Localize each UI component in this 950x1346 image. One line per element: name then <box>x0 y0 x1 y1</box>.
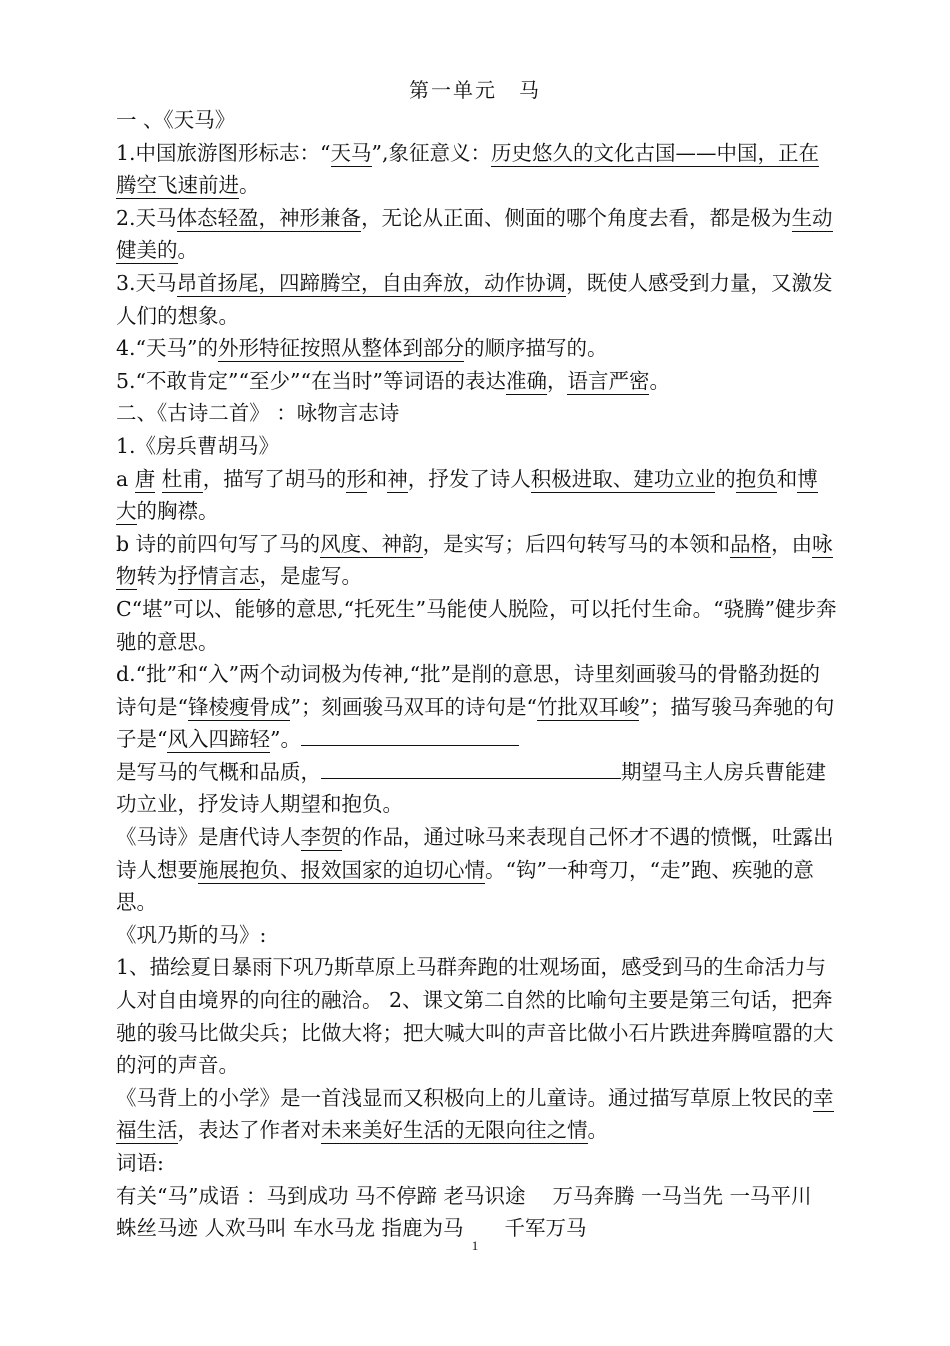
answer-underline: 形 <box>346 466 367 491</box>
lesson-heading-gongnaisi: 《巩乃斯的马》: <box>116 922 267 947</box>
text: 的顺序描写的。 <box>464 336 608 361</box>
answer-underline: 风入四蹄轻 <box>167 727 270 752</box>
poem-note-b <box>116 528 838 593</box>
answer-underline: 天马 <box>330 140 372 165</box>
answer-underline: 施展抱负、报效国家的迫切心情 <box>198 857 485 882</box>
text: 是写马的气概和品质， <box>116 759 321 784</box>
text: 。“钩”一种弯刀，“走”跑、疾驰的意思。 <box>116 857 814 915</box>
text: ，是虚写。 <box>259 564 362 589</box>
poem-heading-fangbingcao: 1.《房兵曹胡马》 <box>116 433 280 458</box>
text: 5.“不敢肯定”“至少”“在当时”等词语的表达 <box>116 368 506 393</box>
poem-mashi <box>116 821 838 919</box>
text: 期望马主人房兵曹能建功立业，抒发诗人期望和抱负。 <box>116 759 826 817</box>
item-2 <box>116 202 838 267</box>
section-heading-tianma: 一 、《天马》 <box>116 108 236 132</box>
text: d.“批”和“入”两个动词极为传神,“批”是削的意思，诗里刻画骏马的骨骼劲挺的诗句是“ <box>116 662 821 719</box>
text: 和 <box>776 466 798 491</box>
text: 的 <box>715 466 736 491</box>
text: b 诗的前四句写了马的 <box>116 531 321 556</box>
answer-underline: 杜甫 <box>161 466 203 491</box>
item-4 <box>116 332 838 365</box>
text: 《马诗》是唐代诗人 <box>116 825 301 850</box>
vocab-heading: 词语: <box>116 1151 164 1175</box>
vocab-idioms: 有关“马”成语 ：马到成功 马不停蹄 老马识途 万马奔腾 一马当先 一马平川 蛛丝马迹 人欢马叫 车水马龙 指鹿为马 千军万马 <box>116 1183 839 1241</box>
item-3 <box>116 267 838 332</box>
text: 。 <box>649 368 670 393</box>
answer-underline: 幸福生活 <box>116 1085 834 1143</box>
answer-underline: 风度、神韵 <box>320 531 423 556</box>
poem-note-a <box>116 463 838 528</box>
item-5 <box>116 365 838 398</box>
text: ，由 <box>771 531 813 556</box>
answer-underline: 生动健美的 <box>116 205 833 263</box>
poem-note-d <box>116 658 838 756</box>
answer-underline: 博大 <box>116 466 818 524</box>
text: 。 <box>587 1118 608 1143</box>
text: ， <box>546 368 568 393</box>
answer-underline: 抒情言志 <box>177 564 260 589</box>
answer-underline: 竹批双耳峻 <box>536 694 640 719</box>
text: 。 <box>177 238 198 263</box>
fill-blank <box>321 756 621 779</box>
text: ，抒发了诗人 <box>407 466 531 491</box>
text: ，无论从正面、侧面的哪个角度去看，都是极为 <box>361 205 792 230</box>
poem-note-e <box>116 756 838 821</box>
page-number: 1 <box>471 1238 479 1253</box>
text: 2.天马 <box>116 205 177 230</box>
text: ”,象征意义： <box>371 140 492 165</box>
text: 。 <box>239 173 260 198</box>
answer-underline: 咏物 <box>116 531 833 589</box>
text: 1.中国旅游图形标志：“ <box>116 140 331 165</box>
text <box>155 467 162 491</box>
text: 的作品，通过咏马来表现自己怀才不遇的愤慨，吐露出诗人想要 <box>116 825 834 882</box>
text: 的胸襟。 <box>136 499 219 524</box>
text: ”；描写骏马奔驰的句子是“ <box>116 694 835 752</box>
answer-underline: 品格 <box>730 531 772 556</box>
section-heading-poems: 二、《古诗二首》 ：咏物言志诗 <box>116 401 400 426</box>
text: 4.“天马”的 <box>116 336 219 361</box>
page-title: 第一单元 马 <box>409 78 541 102</box>
fill-blank <box>301 723 519 746</box>
text: a <box>116 466 135 491</box>
text: 3.天马 <box>116 270 177 295</box>
answer-underline: 唐 <box>134 466 156 491</box>
answer-underline: 未来美好生活的无限向往之情 <box>321 1118 588 1143</box>
answer-underline: 准确 <box>505 368 547 393</box>
answer-underline: 神 <box>387 466 408 491</box>
lesson-mabei <box>116 1082 838 1147</box>
answer-underline: 抱负 <box>735 466 777 491</box>
answer-underline: 锋棱瘦骨成 <box>187 694 291 719</box>
text: 转为 <box>136 564 178 589</box>
answer-underline: 外形特征按照从整体到部分 <box>218 336 465 361</box>
text: ，是实写；后四句转写马的本领和 <box>422 531 731 556</box>
answer-underline: 语言严密 <box>567 368 650 393</box>
answer-underline: 昂首扬尾，四蹄腾空，自由奔放，动作协调 <box>176 270 567 295</box>
answer-underline: 李贺 <box>300 825 342 850</box>
poem-note-c: C“堪”可以、能够的意思,“托死生”马能使人脱险，可以托付生命。“骁腾”健步奔驰的意思。 <box>116 596 837 654</box>
text: ，描写了胡马的 <box>202 466 347 491</box>
answer-underline: 历史悠久的文化古国——中国，正在腾空飞速前进 <box>116 140 820 198</box>
text: ，表达了作者对 <box>177 1118 321 1143</box>
text: 《马背上的小学》是一首浅显而又积极向上的儿童诗。通过描写草原上牧民的 <box>116 1085 813 1110</box>
lesson-notes-gongnaisi: 1、描绘夏日暴雨下巩乃斯草原上马群奔跑的壮观场面，感受到马的生命活力与人对自由境界的向往的融洽。 2、课文第二自然的比喻句主要是第三句话，把奔驰的骏马比做尖兵；比做大将；把大喊大叫的声音比做小石片跌进奔腾喧嚣的大的河的声音。 <box>116 955 834 1078</box>
answer-underline: 积极进取、建功立业 <box>530 466 716 491</box>
text: 和 <box>366 466 388 491</box>
item-1 <box>116 137 838 202</box>
text: ”。 <box>269 727 301 752</box>
text: ”；刻画骏马双耳的诗句是“ <box>290 694 537 719</box>
text: ，既使人感受到力量，又激发人们的想象。 <box>116 270 833 328</box>
answer-underline: 体态轻盈，神形兼备 <box>176 205 362 230</box>
document-body <box>116 104 838 1245</box>
